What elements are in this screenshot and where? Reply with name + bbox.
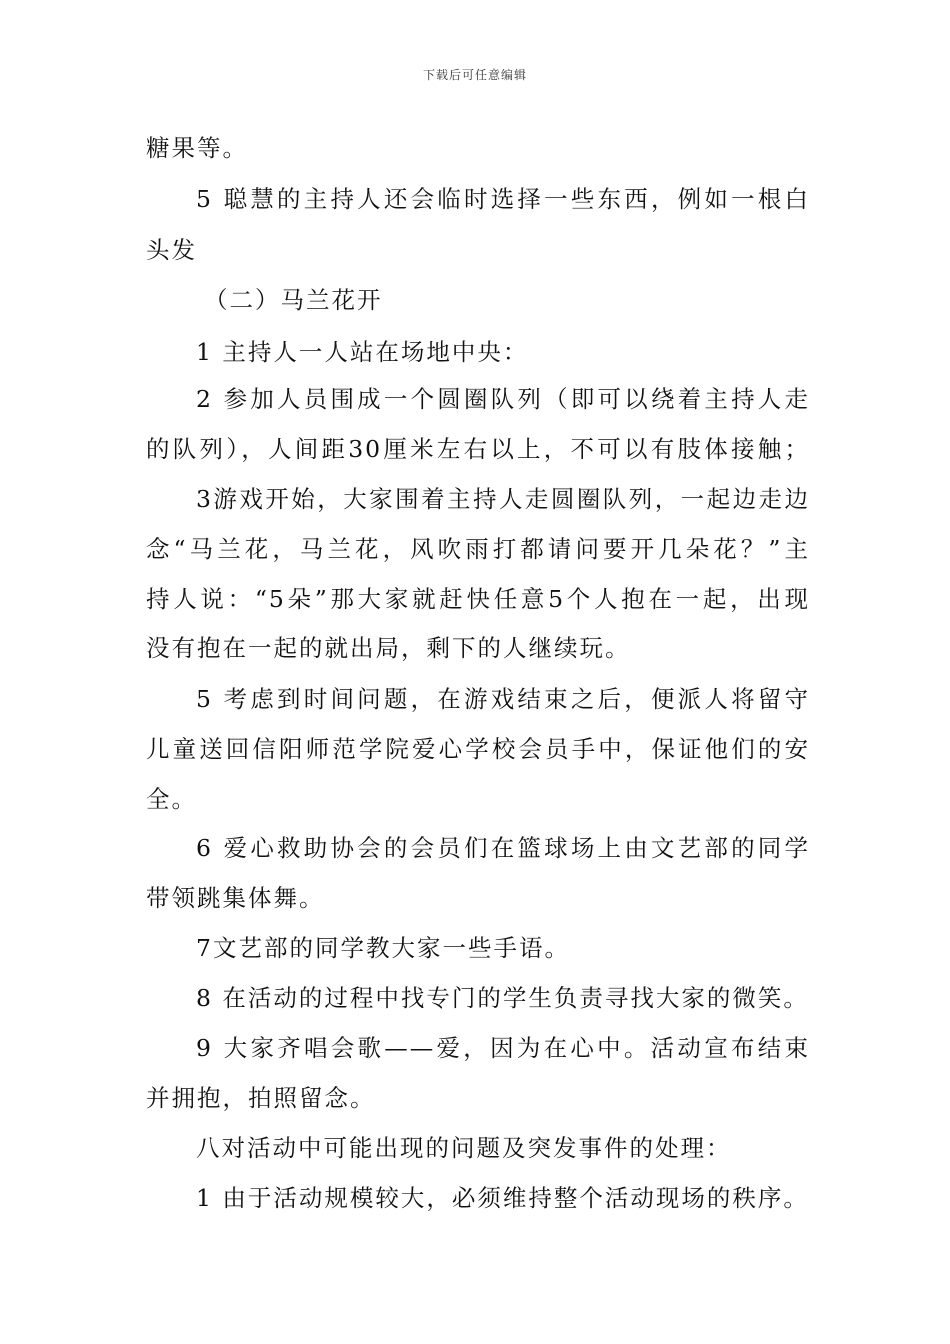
text-line: 5 聪慧的主持人还会临时选择一些东西，例如一根白: [196, 185, 810, 213]
page-header: 下载后可任意编辑: [422, 68, 527, 82]
text-line: 念“马兰花，马兰花，风吹雨打都请问要开几朵花？”主: [146, 535, 810, 563]
text-line: 9 大家齐唱会歌——爱，因为在心中。活动宣布结束: [196, 1034, 810, 1062]
text-line: 2 参加人员围成一个圆圈队列（即可以绕着主持人走: [196, 385, 810, 413]
text-line: 糖果等。: [146, 134, 248, 162]
text-line: 头发: [146, 236, 197, 264]
text-line: 持人说：“5朵”那大家就赶快任意5个人抱在一起，出现: [146, 585, 810, 613]
text-line: 1 由于活动规模较大，必须维持整个活动现场的秩序。: [196, 1184, 809, 1212]
section-heading: （二）马兰花开: [204, 286, 383, 314]
text-line: 并拥抱，拍照留念。: [146, 1084, 376, 1112]
text-line: 八对活动中可能出现的问题及突发事件的处理：: [196, 1134, 732, 1162]
text-line: 5 考虑到时间问题，在游戏结束之后，便派人将留守: [196, 685, 810, 713]
text-line: 7文艺部的同学教大家一些手语。: [196, 934, 570, 962]
text-line: 的队列），人间距30厘米左右以上，不可以有肢体接触；: [146, 435, 810, 463]
text-line: 8 在活动的过程中找专门的学生负责寻找大家的微笑。: [196, 984, 809, 1012]
text-line: 3游戏开始，大家围着主持人走圆圈队列，一起边走边: [196, 485, 810, 513]
text-line: 1 主持人一人站在场地中央：: [196, 338, 529, 366]
text-line: 没有抱在一起的就出局，剩下的人继续玩。: [146, 634, 631, 662]
text-line: 6 爱心救助协会的会员们在篮球场上由文艺部的同学: [196, 834, 810, 862]
text-line: 全。: [146, 785, 197, 813]
text-line: 儿童送回信阳师范学院爱心学校会员手中，保证他们的安: [146, 735, 810, 763]
text-line: 带领跳集体舞。: [146, 884, 325, 912]
